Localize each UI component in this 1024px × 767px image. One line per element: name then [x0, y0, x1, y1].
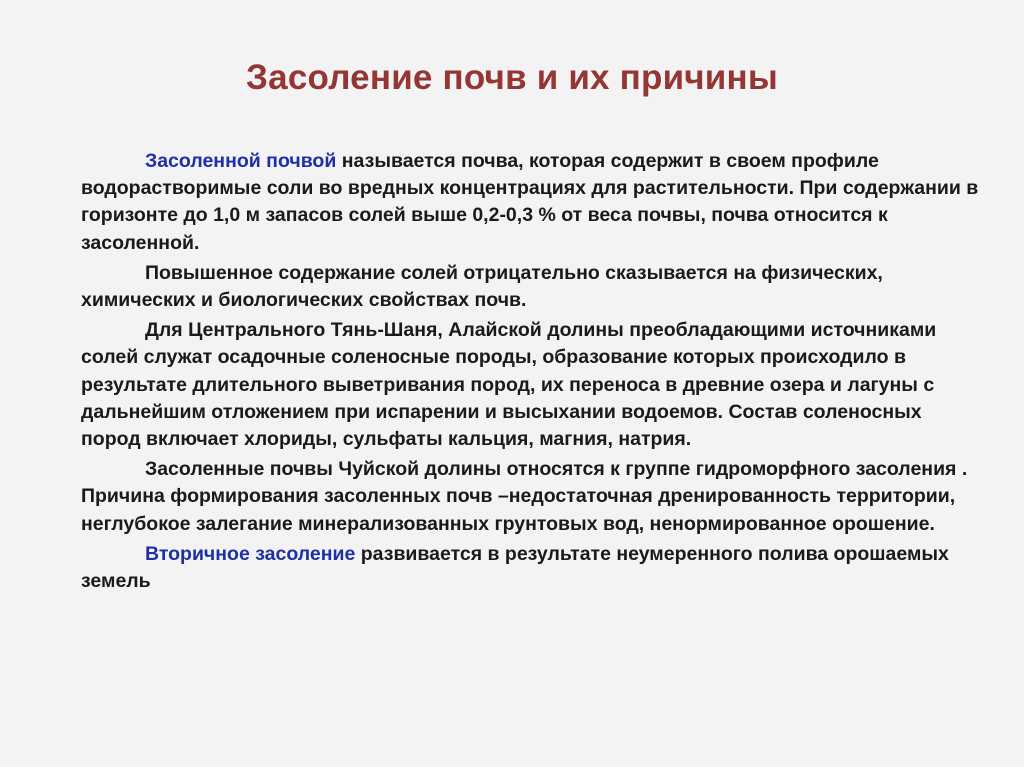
paragraph-text: развивается в результате неумеренного полива орошаемых земель: [81, 542, 949, 593]
paragraph-text: Засоленные почвы Чуйской долины относятся к группе гидроморфного засоления . Причина формирования засоленных почв –недостаточная дренированность территории, неглубокое залегание минерализованных грунтовых вод, ненормированное орошение.: [81, 458, 968, 535]
slide-body: [81, 148, 981, 598]
paragraph-text: Для Центрального Тянь-Шаня, Алайской долины преобладающими источниками солей служат осадочные соленосные породы, образование которых происходило в результате длительного выветривания пород, их переноса в древние озера и лагуны с дальнейшим отложением при испарении и высыхании водоемов. Состав соленосных пород включает хлориды, сульфаты кальция, магния, натрия.: [81, 319, 937, 451]
slide-title: Засоление почв и их причины: [246, 58, 778, 97]
paragraph-chui-valley: [81, 456, 981, 538]
paragraph-text: называется почва, которая содержит в своем профиле водорастворимые соли во вредных концентрациях для растительности. При содержании в горизонте до 1,0 м запасов солей выше 0,2-0,3 % от веса почвы, почва относится к засоленной.: [81, 150, 979, 254]
paragraph-salt-sources: [81, 317, 981, 453]
paragraph-secondary-salinization: [81, 541, 981, 595]
term-saline-soil: Засоленной почвой: [145, 150, 337, 172]
paragraph-saline-soil-definition: [81, 148, 981, 257]
term-secondary-salinization: Вторичное засоление: [145, 542, 356, 565]
paragraph-salt-effects: [81, 260, 981, 314]
paragraph-text: Повышенное содержание солей отрицательно сказывается на физических, химических и биологических свойствах почв.: [81, 261, 883, 312]
